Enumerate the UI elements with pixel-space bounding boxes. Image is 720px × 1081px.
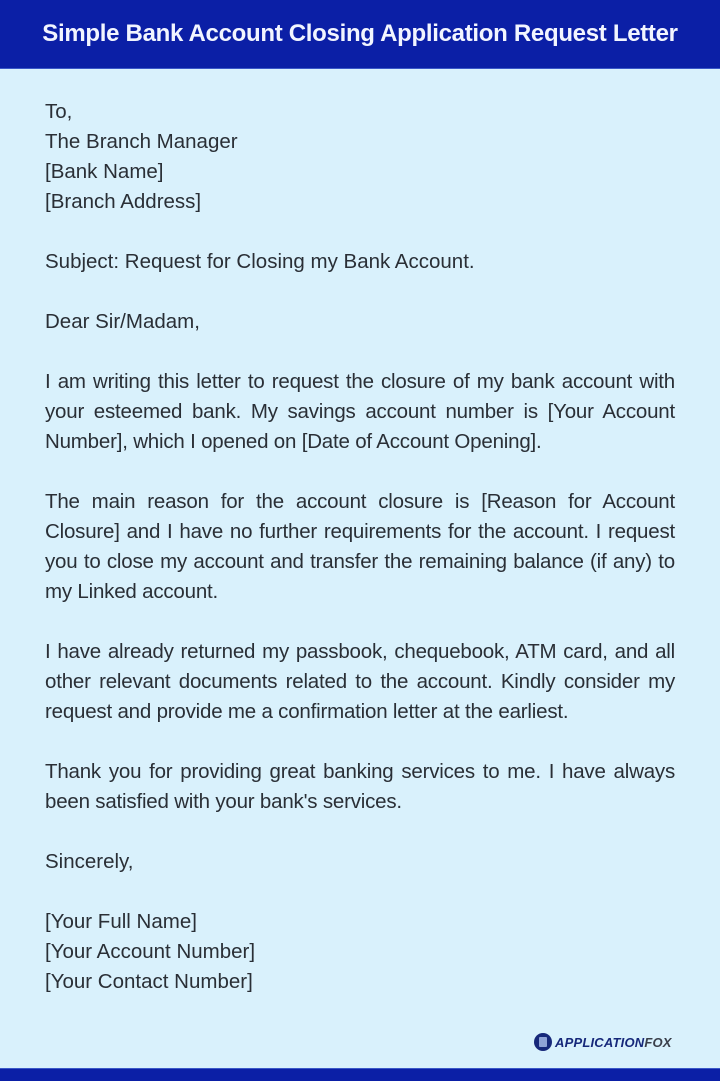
letter-paragraph-1 [45, 367, 675, 457]
address-branch: [Branch Address] [45, 190, 202, 213]
letter-paragraph-3 [45, 637, 675, 727]
signature-block [45, 907, 675, 997]
paragraph-text: The main reason for the account closure is [Reason for Account Closure] and I have no further requirements for the account. I request you to close my account and transfer the remaining balance (if any) to my Linked account. [45, 490, 675, 603]
header-banner [0, 0, 720, 69]
paragraph-text: Thank you for providing great banking services to me. I have always been satisfied with your bank's services. [45, 760, 675, 813]
paragraph-text: I am writing this letter to request the closure of my bank account with your esteemed bank. My savings account number is [Your Account Number], which I opened on [Date of Account Opening]. [45, 370, 675, 453]
recipient-address [45, 97, 675, 217]
brand-name-part1: APPLICATION [555, 1034, 645, 1050]
brand-watermark [534, 1033, 672, 1051]
brand-name-part2: FOX [644, 1034, 672, 1050]
letter-subject: Subject: Request for Closing my Bank Account. [45, 250, 475, 273]
signature-contact-number: [Your Contact Number] [45, 970, 253, 993]
letter-closing: Sincerely, [45, 850, 134, 873]
letter-paragraph-4 [45, 757, 675, 817]
letter-greeting: Dear Sir/Madam, [45, 310, 200, 333]
page-title: Simple Bank Account Closing Application Request Letter [42, 20, 678, 47]
applicationfox-logo-icon [534, 1033, 552, 1051]
address-recipient: The Branch Manager [45, 130, 238, 153]
footer-bar [0, 1068, 720, 1081]
paragraph-text: I have already returned my passbook, chequebook, ATM card, and all other relevant documents related to the account. Kindly consider my request and provide me a confirmation letter at the earliest. [45, 640, 675, 723]
address-bank-name: [Bank Name] [45, 160, 164, 183]
signature-account-number: [Your Account Number] [45, 940, 256, 963]
letter-body [45, 97, 675, 997]
address-to: To, [45, 100, 73, 123]
signature-full-name: [Your Full Name] [45, 910, 197, 933]
brand-name [555, 1035, 672, 1050]
letter-paragraph-2 [45, 487, 675, 607]
